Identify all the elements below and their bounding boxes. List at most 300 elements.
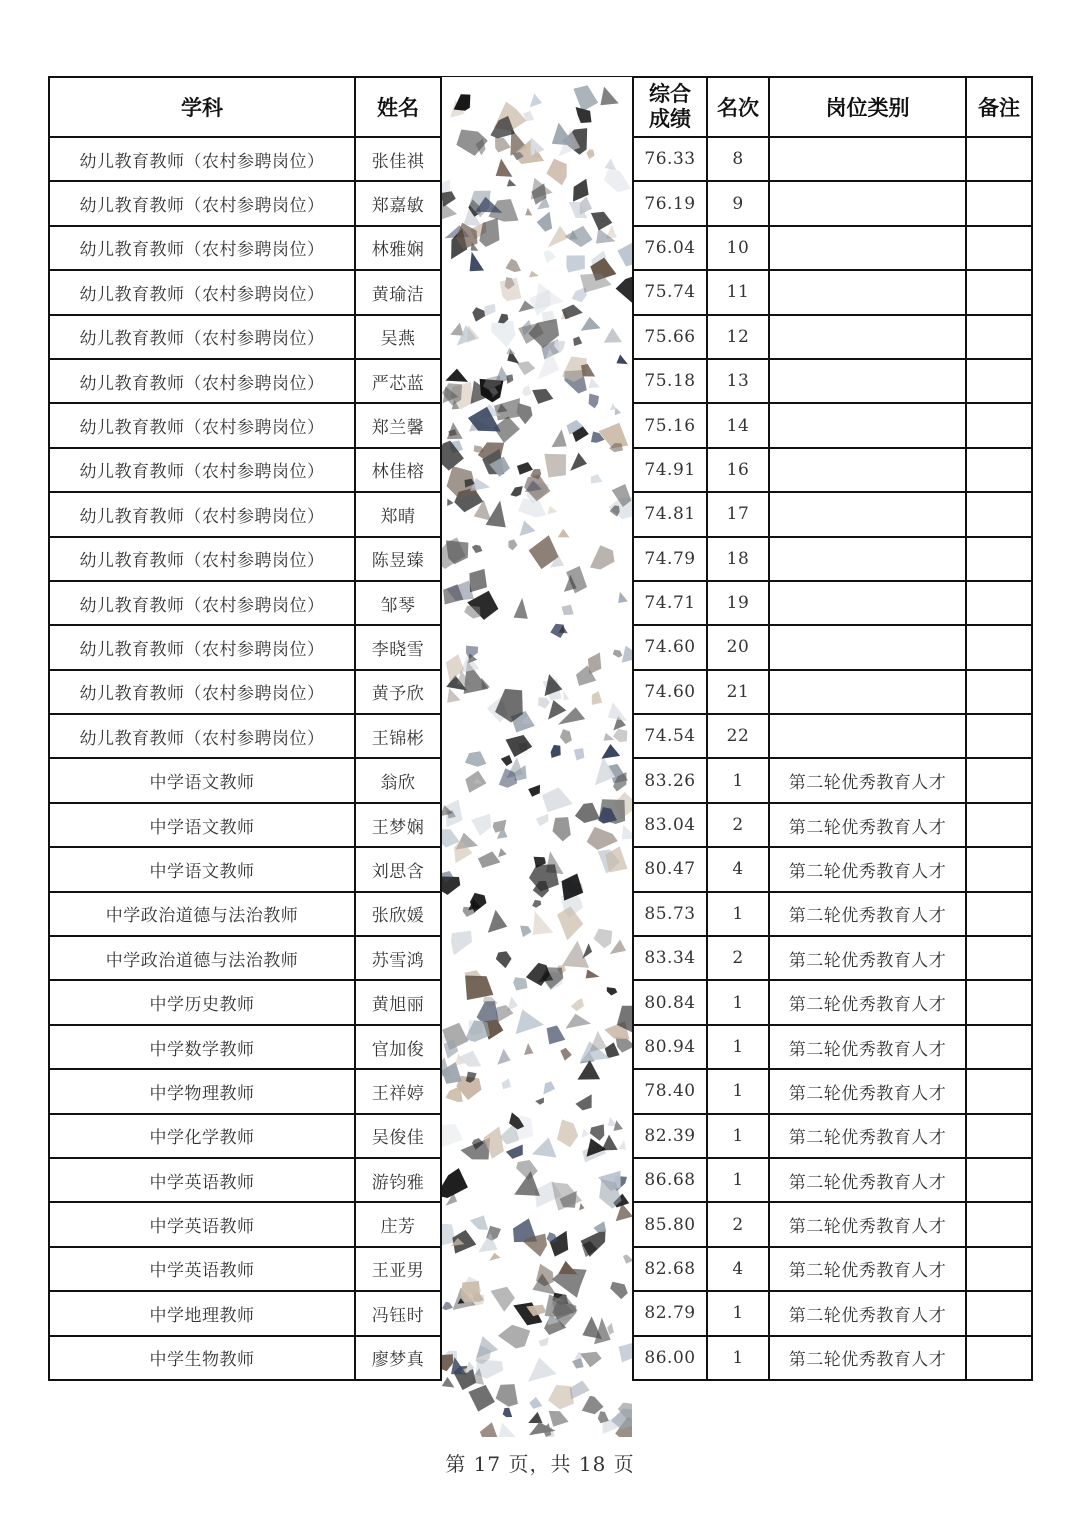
cell-remark bbox=[966, 1069, 1032, 1113]
cell-subject: 幼儿教育教师（农村参聘岗位） bbox=[49, 581, 355, 625]
mosaic-shape bbox=[451, 931, 472, 956]
mosaic-shape bbox=[530, 94, 543, 108]
cell-rank: 10 bbox=[707, 226, 769, 270]
cell-score: 86.00 bbox=[633, 1336, 707, 1380]
mosaic-shape bbox=[508, 539, 517, 550]
mosaic-shape bbox=[551, 745, 561, 758]
cell-rank: 4 bbox=[707, 1247, 769, 1291]
cell-remark bbox=[966, 315, 1032, 359]
mosaic-shape bbox=[529, 271, 539, 278]
cell-subject: 中学化学教师 bbox=[49, 1114, 355, 1158]
mosaic-shape bbox=[517, 361, 536, 375]
cell-remark bbox=[966, 1158, 1032, 1202]
mosaic-shape bbox=[528, 785, 540, 797]
mosaic-shape bbox=[610, 940, 626, 955]
mosaic-shape bbox=[616, 275, 632, 304]
mosaic-shape bbox=[589, 1031, 607, 1052]
mosaic-shape bbox=[581, 1128, 589, 1138]
mosaic-shape bbox=[579, 1203, 584, 1211]
cell-rank: 2 bbox=[707, 1202, 769, 1246]
cell-post-type bbox=[769, 403, 966, 447]
mosaic-shape bbox=[604, 167, 631, 193]
mosaic-shape bbox=[570, 453, 587, 471]
mosaic-shape bbox=[458, 1051, 481, 1067]
cell-subject: 幼儿教育教师（农村参聘岗位） bbox=[49, 625, 355, 669]
cell-name: 黄瑜洁 bbox=[355, 270, 441, 314]
header-rank: 名次 bbox=[707, 77, 769, 137]
mosaic-shape bbox=[522, 385, 532, 396]
cell-post-type bbox=[769, 492, 966, 536]
cell-rank: 11 bbox=[707, 270, 769, 314]
mosaic-shape bbox=[601, 744, 620, 759]
mosaic-shape bbox=[484, 304, 496, 318]
cell-remark bbox=[966, 758, 1032, 802]
mosaic-shape bbox=[450, 323, 464, 336]
cell-remark bbox=[966, 847, 1032, 891]
mosaic-shape bbox=[591, 212, 612, 231]
cell-name: 吴燕 bbox=[355, 315, 441, 359]
cell-name: 林雅娴 bbox=[355, 226, 441, 270]
mosaic-shape bbox=[491, 321, 515, 348]
cell-rank: 12 bbox=[707, 315, 769, 359]
cell-rank: 4 bbox=[707, 847, 769, 891]
mosaic-shape bbox=[557, 906, 583, 940]
cell-name: 廖梦真 bbox=[355, 1336, 441, 1380]
cell-subject: 幼儿教育教师（农村参聘岗位） bbox=[49, 226, 355, 270]
cell-score: 74.71 bbox=[633, 581, 707, 625]
mosaic-shape bbox=[574, 748, 585, 761]
cell-post-type: 第二轮优秀教育人才 bbox=[769, 892, 966, 936]
cell-name: 吴俊佳 bbox=[355, 1114, 441, 1158]
cell-name: 张佳祺 bbox=[355, 137, 441, 181]
mosaic-shape bbox=[571, 998, 584, 1011]
cell-post-type: 第二轮优秀教育人才 bbox=[769, 1336, 966, 1380]
cell-subject: 中学历史教师 bbox=[49, 980, 355, 1024]
cell-score: 74.81 bbox=[633, 492, 707, 536]
mosaic-shape bbox=[613, 650, 623, 658]
cell-post-type: 第二轮优秀教育人才 bbox=[769, 1114, 966, 1158]
cell-subject: 幼儿教育教师（农村参聘岗位） bbox=[49, 359, 355, 403]
cell-remark bbox=[966, 581, 1032, 625]
cell-post-type: 第二轮优秀教育人才 bbox=[769, 758, 966, 802]
cell-score: 74.60 bbox=[633, 625, 707, 669]
mosaic-shape bbox=[447, 422, 463, 439]
cell-score: 80.84 bbox=[633, 980, 707, 1024]
mosaic-shape bbox=[560, 1048, 572, 1061]
mosaic-shape bbox=[586, 149, 594, 159]
cell-name: 冯钰时 bbox=[355, 1291, 441, 1335]
cell-rank: 2 bbox=[707, 936, 769, 980]
cell-rank: 18 bbox=[707, 537, 769, 581]
cell-subject: 中学语文教师 bbox=[49, 758, 355, 802]
mosaic-shape bbox=[558, 1261, 577, 1275]
cell-subject: 中学英语教师 bbox=[49, 1247, 355, 1291]
mosaic-shape bbox=[480, 1422, 500, 1437]
cell-name: 官加俊 bbox=[355, 1025, 441, 1069]
cell-name: 郑兰馨 bbox=[355, 403, 441, 447]
cell-score: 74.60 bbox=[633, 670, 707, 714]
mosaic-shape bbox=[489, 1253, 500, 1261]
cell-post-type bbox=[769, 448, 966, 492]
cell-post-type bbox=[769, 537, 966, 581]
cell-score: 80.47 bbox=[633, 847, 707, 891]
mosaic-shape bbox=[592, 691, 602, 705]
mosaic-shape bbox=[474, 445, 484, 452]
cell-subject: 中学英语教师 bbox=[49, 1202, 355, 1246]
cell-post-type bbox=[769, 137, 966, 181]
cell-remark bbox=[966, 892, 1032, 936]
mosaic-shape bbox=[613, 729, 627, 742]
cell-rank: 17 bbox=[707, 492, 769, 536]
mosaic-shape bbox=[446, 1086, 463, 1102]
mosaic-shape bbox=[588, 378, 600, 389]
mosaic-shape bbox=[537, 212, 553, 232]
mosaic-shape bbox=[495, 138, 511, 153]
mosaic-shape bbox=[538, 697, 550, 708]
mosaic-shape bbox=[506, 735, 533, 757]
cell-remark bbox=[966, 181, 1032, 225]
cell-score: 83.34 bbox=[633, 936, 707, 980]
cell-subject: 幼儿教育教师（农村参聘岗位） bbox=[49, 670, 355, 714]
cell-rank: 2 bbox=[707, 803, 769, 847]
page-footer: 第 17 页，共 18 页 bbox=[445, 1452, 635, 1476]
cell-post-type: 第二轮优秀教育人才 bbox=[769, 1291, 966, 1335]
mosaic-shape bbox=[525, 208, 532, 216]
mosaic-shape bbox=[552, 1182, 583, 1211]
mosaic-shape bbox=[528, 1358, 557, 1382]
mosaic-shape bbox=[447, 499, 453, 506]
mosaic-shape bbox=[539, 1337, 549, 1346]
cell-name: 王亚男 bbox=[355, 1247, 441, 1291]
mosaic-shape bbox=[478, 851, 501, 868]
cell-name: 林佳榕 bbox=[355, 448, 441, 492]
cell-subject: 幼儿教育教师（农村参聘岗位） bbox=[49, 181, 355, 225]
cell-rank: 1 bbox=[707, 1291, 769, 1335]
mosaic-shape bbox=[608, 702, 628, 721]
cell-name: 郑嘉敏 bbox=[355, 181, 441, 225]
cell-subject: 中学物理教师 bbox=[49, 1069, 355, 1113]
cell-rank: 1 bbox=[707, 1025, 769, 1069]
mosaic-shape bbox=[547, 159, 567, 186]
mosaic-shape bbox=[573, 336, 582, 346]
mosaic-shape bbox=[590, 545, 615, 569]
cell-rank: 1 bbox=[707, 1336, 769, 1380]
mosaic-shape bbox=[544, 454, 566, 478]
cell-score: 82.79 bbox=[633, 1291, 707, 1335]
cell-subject: 幼儿教育教师（农村参聘岗位） bbox=[49, 492, 355, 536]
mosaic-shape bbox=[532, 1137, 557, 1157]
mosaic-shape bbox=[562, 305, 583, 320]
mosaic-shape bbox=[520, 926, 532, 938]
mosaic-shape bbox=[518, 498, 546, 517]
cell-score: 82.39 bbox=[633, 1114, 707, 1158]
cell-rank: 19 bbox=[707, 581, 769, 625]
mosaic-shape bbox=[557, 1120, 578, 1148]
mosaic-shape bbox=[497, 1423, 520, 1437]
cell-name: 王梦娴 bbox=[355, 803, 441, 847]
mosaic-shape bbox=[469, 569, 487, 593]
cell-subject: 中学数学教师 bbox=[49, 1025, 355, 1069]
mosaic-shape bbox=[471, 814, 491, 836]
mosaic-shape bbox=[516, 1160, 538, 1180]
mosaic-shape bbox=[506, 259, 522, 273]
mosaic-shape bbox=[533, 911, 553, 935]
mosaic-shape bbox=[570, 1381, 590, 1400]
mosaic-shape bbox=[461, 1281, 481, 1302]
mosaic-shape bbox=[442, 1124, 463, 1147]
cell-score: 75.66 bbox=[633, 315, 707, 359]
mosaic-shape bbox=[594, 929, 613, 949]
cell-name: 王祥婷 bbox=[355, 1069, 441, 1113]
mosaic-shape bbox=[548, 700, 566, 720]
mosaic-shape bbox=[491, 1287, 515, 1312]
mosaic-shape bbox=[561, 605, 573, 615]
cell-post-type: 第二轮优秀教育人才 bbox=[769, 980, 966, 1024]
mosaic-shape bbox=[605, 158, 617, 169]
cell-post-type bbox=[769, 714, 966, 758]
mosaic-shape bbox=[447, 688, 461, 703]
mosaic-shape bbox=[586, 969, 600, 978]
mosaic-shape bbox=[587, 827, 618, 850]
cell-rank: 22 bbox=[707, 714, 769, 758]
cell-post-type: 第二轮优秀教育人才 bbox=[769, 803, 966, 847]
cell-name: 严芯蓝 bbox=[355, 359, 441, 403]
cell-rank: 14 bbox=[707, 403, 769, 447]
mosaic-shape bbox=[622, 646, 632, 663]
mosaic-shape bbox=[442, 1168, 468, 1198]
cell-rank: 8 bbox=[707, 137, 769, 181]
mosaic-shape bbox=[496, 951, 512, 968]
cell-score: 83.04 bbox=[633, 803, 707, 847]
cell-rank: 16 bbox=[707, 448, 769, 492]
mosaic-shape bbox=[507, 374, 514, 384]
mosaic-shape bbox=[470, 1215, 488, 1230]
cell-post-type bbox=[769, 359, 966, 403]
mosaic-shape bbox=[535, 1098, 544, 1105]
mosaic-shape bbox=[590, 1124, 604, 1140]
cell-subject: 幼儿教育教师（农村参聘岗位） bbox=[49, 448, 355, 492]
cell-name: 郑晴 bbox=[355, 492, 441, 536]
cell-post-type bbox=[769, 315, 966, 359]
cell-post-type: 第二轮优秀教育人才 bbox=[769, 1247, 966, 1291]
cell-score: 86.68 bbox=[633, 1158, 707, 1202]
mosaic-shape bbox=[619, 1343, 633, 1362]
cell-score: 76.19 bbox=[633, 181, 707, 225]
mosaic-shape bbox=[528, 1412, 542, 1423]
cell-score: 82.68 bbox=[633, 1247, 707, 1291]
mosaic-shape bbox=[532, 900, 541, 908]
cell-score: 75.16 bbox=[633, 403, 707, 447]
header-name: 姓名 bbox=[355, 77, 441, 137]
cell-score: 85.73 bbox=[633, 892, 707, 936]
mosaic-shape bbox=[442, 1354, 453, 1371]
header-remark: 备注 bbox=[966, 77, 1032, 137]
mosaic-shape bbox=[558, 529, 570, 538]
mosaic-shape bbox=[604, 328, 622, 343]
mosaic-shape bbox=[502, 1078, 511, 1089]
cell-post-type: 第二轮优秀教育人才 bbox=[769, 936, 966, 980]
mosaic-shape bbox=[616, 355, 627, 365]
cell-name: 李晓雪 bbox=[355, 625, 441, 669]
mosaic-shape bbox=[472, 545, 483, 553]
cell-remark bbox=[966, 448, 1032, 492]
cell-remark bbox=[966, 1247, 1032, 1291]
mosaic-shape bbox=[616, 1037, 633, 1053]
cell-remark bbox=[966, 625, 1032, 669]
mosaic-shape bbox=[610, 403, 616, 410]
mosaic-shape bbox=[507, 179, 516, 186]
mosaic-shape bbox=[562, 874, 584, 901]
mosaic-shape bbox=[472, 307, 485, 322]
header-score-line1: 综合 bbox=[649, 82, 691, 106]
cell-remark bbox=[966, 1114, 1032, 1158]
mosaic-shape bbox=[543, 250, 556, 263]
cell-name: 张欣媛 bbox=[355, 892, 441, 936]
cell-remark bbox=[966, 980, 1032, 1024]
mosaic-shape bbox=[496, 1384, 518, 1407]
cell-post-type: 第二轮优秀教育人才 bbox=[769, 1202, 966, 1246]
cell-remark bbox=[966, 1336, 1032, 1380]
mosaic-shape bbox=[469, 1385, 495, 1412]
cell-remark bbox=[966, 492, 1032, 536]
mosaic-shape bbox=[529, 864, 559, 891]
mosaic-shape bbox=[604, 733, 615, 741]
cell-score: 75.74 bbox=[633, 270, 707, 314]
cell-post-type: 第二轮优秀教育人才 bbox=[769, 1069, 966, 1113]
cell-subject: 幼儿教育教师（农村参聘岗位） bbox=[49, 315, 355, 359]
mosaic-shape bbox=[617, 242, 632, 267]
cell-score: 78.40 bbox=[633, 1069, 707, 1113]
cell-rank: 20 bbox=[707, 625, 769, 669]
mosaic-svg bbox=[442, 77, 632, 1437]
cell-score: 76.04 bbox=[633, 226, 707, 270]
cell-rank: 21 bbox=[707, 670, 769, 714]
mosaic-shape bbox=[580, 1352, 602, 1368]
mosaic-shape bbox=[565, 1014, 591, 1029]
mosaic-shape bbox=[600, 87, 618, 106]
mosaic-shape bbox=[607, 987, 618, 995]
cell-subject: 幼儿教育教师（农村参聘岗位） bbox=[49, 270, 355, 314]
mosaic-shape bbox=[445, 369, 468, 382]
cell-subject: 幼儿教育教师（农村参聘岗位） bbox=[49, 137, 355, 181]
mosaic-shape bbox=[501, 755, 513, 766]
mosaic-shape bbox=[532, 389, 553, 404]
cell-score: 74.54 bbox=[633, 714, 707, 758]
cell-rank: 1 bbox=[707, 1158, 769, 1202]
cell-post-type bbox=[769, 670, 966, 714]
mosaic-shape bbox=[543, 1081, 555, 1094]
cell-score: 85.80 bbox=[633, 1202, 707, 1246]
cell-name: 陈昱臻 bbox=[355, 537, 441, 581]
mosaic-shape bbox=[520, 521, 536, 537]
mosaic-shape bbox=[553, 817, 571, 841]
mosaic-shape bbox=[623, 1255, 632, 1264]
cell-score: 83.26 bbox=[633, 758, 707, 802]
cell-rank: 13 bbox=[707, 359, 769, 403]
mosaic-shape bbox=[465, 976, 493, 1001]
mosaic-shape bbox=[442, 191, 456, 207]
mosaic-shape bbox=[566, 255, 585, 272]
cell-subject: 中学地理教师 bbox=[49, 1291, 355, 1335]
cell-rank: 1 bbox=[707, 980, 769, 1024]
cell-subject: 中学语文教师 bbox=[49, 847, 355, 891]
cell-score: 74.79 bbox=[633, 537, 707, 581]
cell-name: 庄芳 bbox=[355, 1202, 441, 1246]
mosaic-shape bbox=[503, 1408, 513, 1417]
mosaic-shape bbox=[470, 252, 484, 272]
mosaic-shape bbox=[547, 1025, 566, 1044]
header-post-type: 岗位类别 bbox=[769, 77, 966, 137]
header-score bbox=[633, 77, 707, 137]
mosaic-shape bbox=[618, 1140, 626, 1150]
mosaic-shape bbox=[517, 462, 533, 475]
mosaic-shape bbox=[582, 943, 592, 959]
cell-name: 刘思含 bbox=[355, 847, 441, 891]
header-subject: 学科 bbox=[49, 77, 355, 137]
mosaic-shape bbox=[516, 1009, 544, 1034]
mosaic-shape bbox=[442, 1302, 453, 1310]
mosaic-shape bbox=[572, 1358, 584, 1369]
cell-score: 80.94 bbox=[633, 1025, 707, 1069]
cell-rank: 1 bbox=[707, 758, 769, 802]
mosaic-shape bbox=[581, 364, 595, 377]
cell-subject: 中学政治道德与法治教师 bbox=[49, 936, 355, 980]
mosaic-shape bbox=[479, 218, 499, 247]
mosaic-shape bbox=[506, 348, 515, 355]
cell-subject: 中学英语教师 bbox=[49, 1158, 355, 1202]
cell-name: 王锦彬 bbox=[355, 714, 441, 758]
mosaic-shape bbox=[536, 814, 549, 826]
mosaic-shape bbox=[496, 159, 513, 177]
cell-remark bbox=[966, 803, 1032, 847]
cell-rank: 1 bbox=[707, 1114, 769, 1158]
mosaic-shape bbox=[552, 429, 567, 447]
cell-rank: 1 bbox=[707, 1069, 769, 1113]
cell-subject: 幼儿教育教师（农村参聘岗位） bbox=[49, 403, 355, 447]
mosaic-shape bbox=[513, 977, 527, 990]
cell-remark bbox=[966, 1202, 1032, 1246]
mosaic-shape bbox=[618, 592, 628, 603]
cell-remark bbox=[966, 403, 1032, 447]
mosaic-shape bbox=[610, 1282, 628, 1299]
cell-score: 74.91 bbox=[633, 448, 707, 492]
cell-post-type bbox=[769, 625, 966, 669]
mosaic-shape bbox=[465, 751, 486, 767]
cell-post-type bbox=[769, 181, 966, 225]
cell-score: 76.33 bbox=[633, 137, 707, 181]
cell-remark bbox=[966, 936, 1032, 980]
cell-remark bbox=[966, 1291, 1032, 1335]
mosaic-shape bbox=[565, 226, 593, 247]
mosaic-shape bbox=[517, 403, 533, 424]
mosaic-shape bbox=[497, 1049, 510, 1065]
cell-post-type bbox=[769, 270, 966, 314]
mosaic-shape bbox=[494, 398, 520, 420]
mosaic-shape bbox=[529, 1397, 542, 1409]
mosaic-shape bbox=[498, 1325, 530, 1349]
cell-remark bbox=[966, 1025, 1032, 1069]
mosaic-shape bbox=[607, 1323, 614, 1335]
mosaic-shape bbox=[615, 407, 621, 415]
cell-name: 游钧雅 bbox=[355, 1158, 441, 1202]
mosaic-shape bbox=[549, 1411, 569, 1427]
mosaic-shape bbox=[581, 317, 601, 331]
cell-remark bbox=[966, 670, 1032, 714]
cell-remark bbox=[966, 226, 1032, 270]
mosaic-shape bbox=[582, 1396, 604, 1415]
mosaic-shape bbox=[575, 1094, 591, 1110]
cell-post-type bbox=[769, 226, 966, 270]
